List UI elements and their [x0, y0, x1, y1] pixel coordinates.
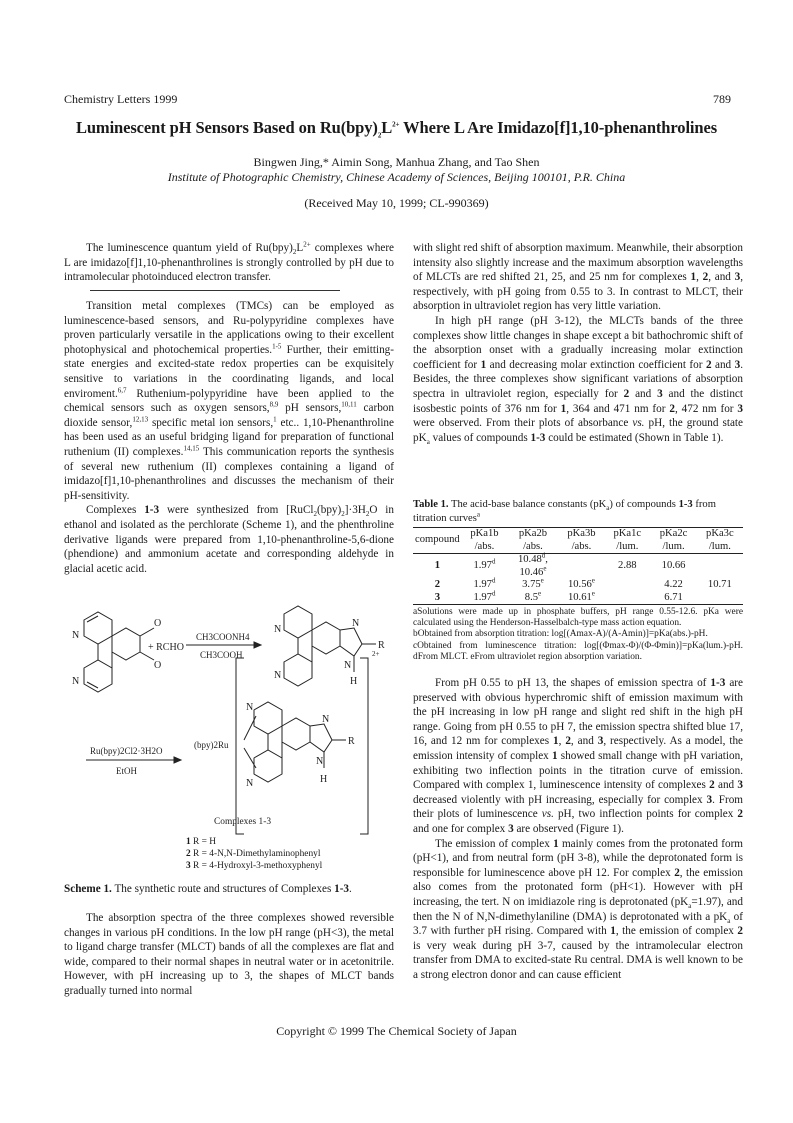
scheme-complexes-label: Complexes 1-3	[214, 817, 272, 827]
table-1	[413, 498, 743, 663]
complex-list	[186, 836, 322, 872]
emission-paragraph-2: The emission of complex 1 mainly comes from the protonated form (pH<1), and from neutral form (pH 3-8), while the deprotonated form is responsible for luminescence above pH 12. For complex 2, the emission also comes from the protonated form (pH<1). However with pH increasing, the tert. N on imidiazole ring is deprotonated $(pK_a=1.97)$, and then the N of N,N-dimethylaniline (DMA) is deprotonated with a $pK_a$ of 3.7 with further pH rising. Compared with 1, the emission of complex 2 is very weak during pH 3-7, caused by the intramolecular electron transfer from DMA to excited-state Ru central. DMA is well known to be a strong electron donor and can cause efficient	[413, 837, 743, 981]
scheme-condition-top: CH3COONH4	[196, 632, 250, 642]
table-row: 1 1.97$^d$ 10.48$^d$, 10.46e 2.88 10.66	[434, 551, 686, 578]
complex-imidazole-ring	[310, 724, 332, 752]
scheme-atom-r1: R	[378, 640, 385, 651]
ligand-ring-bottom	[284, 654, 312, 686]
intro-paragraph: Transition metal complexes (TMCs) can be employed as luminescence-based sensors, and Ru-polypyridine complexes have proven particularly versatile in the applications owing to their excellent photophysical and photochemical properties.$^{1-5}$ Further, their emitting-state energies and excited-state redox properties can be exquisitely sensitive to variations in the coordinating ligands, and local enviroment.$^{6,7}$ Ruthenium-polypyridine have been applied to the chemical sensors such as oxygen sensors,$^{8,9}$ pH sensors,$^{10,11}$ carbon dioxide sensor,$^{12,13}$ specific metal ion sensors,$^1$ etc.. 1,10-Phenanthroline has been used as an useful bridging ligand for preparation of functional ruthenium (II) complexes.$^{14,15}$ This communication reports the synthesis of several new ruthenium (II) complexes containing a ligand of imidazo[f]1,10-phenanthrolines and discusses the mechanism of their pH-sensitivity.	[64, 300, 394, 502]
scheme-solvent: EtOH	[116, 766, 137, 776]
ligand-ring-top	[284, 606, 312, 638]
table-header: pKa2b /abs.	[507, 528, 559, 554]
scheme-condition-bottom: CH3COOH	[200, 650, 243, 660]
absorption-paragraph-left: The absorption spectra of the three complexes showed reversible changes in various pH conditions. In the low pH range (pH<3), the metal to ligand charge transfer (MLCT) bands of all the complexes are flat and wide, compared to their normal shapes in neutral water or in acetonitrile. However, with pH increasing up to 3, the shapes of MLCT bands gradually turned into normal	[64, 912, 394, 997]
phendione-ring-center	[112, 628, 140, 660]
scheme-atom-n3: N	[274, 624, 282, 635]
table-footnote-b: bObtained from absorption titration: log[(Amax-A)/(A-Amin)]=pKa(abs.)-pH.	[413, 629, 708, 640]
journal-name: Chemistry Letters 1999	[64, 92, 178, 106]
scheme-atom-o1: O	[154, 618, 162, 629]
complex-ring-center	[282, 718, 310, 750]
scheme-atom-n8: N	[246, 778, 254, 789]
abstract-divider	[90, 290, 340, 291]
table-header: pKa2c /lum.	[650, 528, 696, 554]
scheme-caption: Scheme 1. The synthetic route and structures of Complexes 1-3.	[64, 883, 352, 895]
scheme-atom-n1: N	[72, 630, 80, 641]
table-header: pKa3b /abs.	[559, 528, 604, 554]
results-paragraph-1: with slight red shift of absorption maximum. Meanwhile, their absorption intensity also slightly increase and the maximum absorption wavelengths of MLCTs are red shifted 21, 25, and 25 nm for complexes 1, 2, and 3, respectively, with pH going from 0.55 to 3. In contrast to MLCT, their absorption in ultraviolet region has very little variation.	[413, 242, 744, 313]
scheme-atom-r2: R	[348, 736, 355, 747]
scheme-ru-reagent: Ru(bpy)2Cl2·3H2O	[90, 746, 163, 756]
synthesis-paragraph: Complexes 1-3 were synthesized from $[RuCl_2(bpy)_2]\cdot 3H_2O$ in ethanol and isolated as the perchlorate (Scheme 1), and the phenthroline derivative ligands were prepared from 1,10-phenanthroline-5,6-dione (phendione) and ammonium acetate and corresponding aldehyde in glacial acetic acid.	[64, 504, 394, 575]
page-number: 789	[713, 92, 731, 106]
scheme-atom-n10: N	[316, 756, 324, 767]
table-caption: Table 1. The acid-base balance constants $(pK_a)$ of compounds 1-3 from titration curves$^a$	[413, 499, 716, 524]
table-footnotes	[413, 607, 743, 663]
scheme-atom-n6: N	[344, 660, 352, 671]
emission-paragraph-1: From pH 0.55 to pH 13, the shapes of emission spectra of 1-3 are preserved with obvious hyperchromic shift of emission maximum with the pH increasing in low pH range and slight red shift in the high pH range. Going from pH 0.55 to pH 7, the emission spectra shifted blue 17, 16, and 12 nm for complexes 1, 2, and 3, respectively. As a model, the emission intensity of complex 1 showed small change with pH variation, exhibiting two inflection points in the titration curve of emission. Compared with complex 1, luminescence intensity of complexes 2 and 3 decreased violently with pH increasing, especially for complex 3. From their plots of luminescence vs. pH, two inflection points for complex 2 and one for complex 3 are observed (Figure 1).	[413, 677, 744, 835]
authors: Bingwen Jing,* Aimin Song, Manhua Zhang, and Tao Shen	[253, 155, 540, 169]
phendione-ring-top	[84, 612, 112, 644]
copyright-footer: Copyright © 1999 The Chemical Society of Japan	[276, 1024, 517, 1038]
table-header: pKa1b /abs.	[462, 528, 507, 554]
complex-item-3: 3 R = 4-Hydroxyl-3-methoxyphenyl	[186, 861, 323, 871]
complex-item-1: 1 R = H	[186, 837, 217, 847]
scheme-atom-n4: N	[274, 670, 282, 681]
complex-ring-top	[254, 702, 282, 734]
results-paragraph-2: In high pH range (pH 3-12), the MLCTs bands of the three complexes show little changes in shape except a bit bathochromic shift of the absorption onset with a gradually increasing molar extinction coefficient for 1 and decreasing molar extinction coefficient for 2 and 3. Besides, the three complexes show significant variations of absorption spectra in ultraviolet region, especially for 2 and 3 and the distinct isosbestic points of 376 nm for 1, 364 and 471 nm for 2, 472 nm for 3 were observed. From their plots of absorbance vs. pH, the ground state $pK_a$ values of compounds 1-3 could be estimated (Shown in Table 1).	[413, 314, 744, 446]
imidazole-ring	[340, 628, 362, 656]
table-header: pKa3c /lum.	[697, 528, 743, 554]
table-header: pKa1c /lum.	[604, 528, 650, 554]
scheme-atom-h1: H	[350, 676, 358, 687]
scheme-charge: 2+	[372, 650, 380, 658]
intro-section	[64, 299, 394, 576]
abstract: The luminescence quantum yield of $Ru(bpy)_2L^{2+}$ complexes where L are imidazo[f]1,10-phenanthrolines is strongly controlled by pH due to intramolecular photoinduced electron transfer.	[64, 240, 395, 284]
scheme-atom-n2: N	[72, 676, 80, 687]
paper-title: Luminescent pH Sensors Based on $Ru(bpy)_2L^{2+}$ Where L Are Imidazo[f]1,10-phenanthrolines	[75, 118, 718, 140]
table-row: 3 1.97$^d$ 8.5e 10.61e 6.71	[413, 592, 743, 605]
table-header: compound	[413, 528, 462, 554]
table-footnote-c: cObtained from luminescence titration: log[(Φmax-Φ)/(Φ-Φmin)]=pKa(lum.)-pH. dFrom MLCT. eFrom ultraviolet region absorption variation.	[413, 640, 743, 662]
scheme-reagent: + RCHO	[148, 642, 184, 653]
complex-item-2: 2 R = 4-N,N-Dimethylaminophenyl	[186, 849, 321, 859]
table-row: 2 1.97$^d$ 3.75e 10.56e 4.22 10.71	[434, 576, 732, 590]
results-section	[413, 241, 743, 445]
scheme-atom-o2: O	[154, 660, 162, 671]
received-date: (Received May 10, 1999; CL-990369)	[304, 196, 489, 210]
affiliation: Institute of Photographic Chemistry, Chinese Academy of Sciences, Beijing 100101, P.R. China	[167, 170, 626, 184]
scheme-atom-n5: N	[352, 618, 360, 629]
scheme-atom-n7: N	[246, 702, 254, 713]
table-footnote-a: aSolutions were made up in phosphate buffers, pH range 0.55-12.6. pKa were calculated using the Henderson-Hasselbalch-type mass action equation.	[413, 607, 743, 629]
scheme-atom-n9: N	[322, 714, 330, 725]
scheme-ru-label: (bpy)2Ru	[194, 740, 229, 750]
pka-table	[413, 527, 743, 605]
complex-ring-bottom	[254, 750, 282, 782]
scheme-atom-h2: H	[320, 774, 328, 785]
emission-section	[413, 676, 743, 982]
ligand-ring-center	[312, 622, 340, 654]
phendione-ring-bottom	[84, 660, 112, 692]
